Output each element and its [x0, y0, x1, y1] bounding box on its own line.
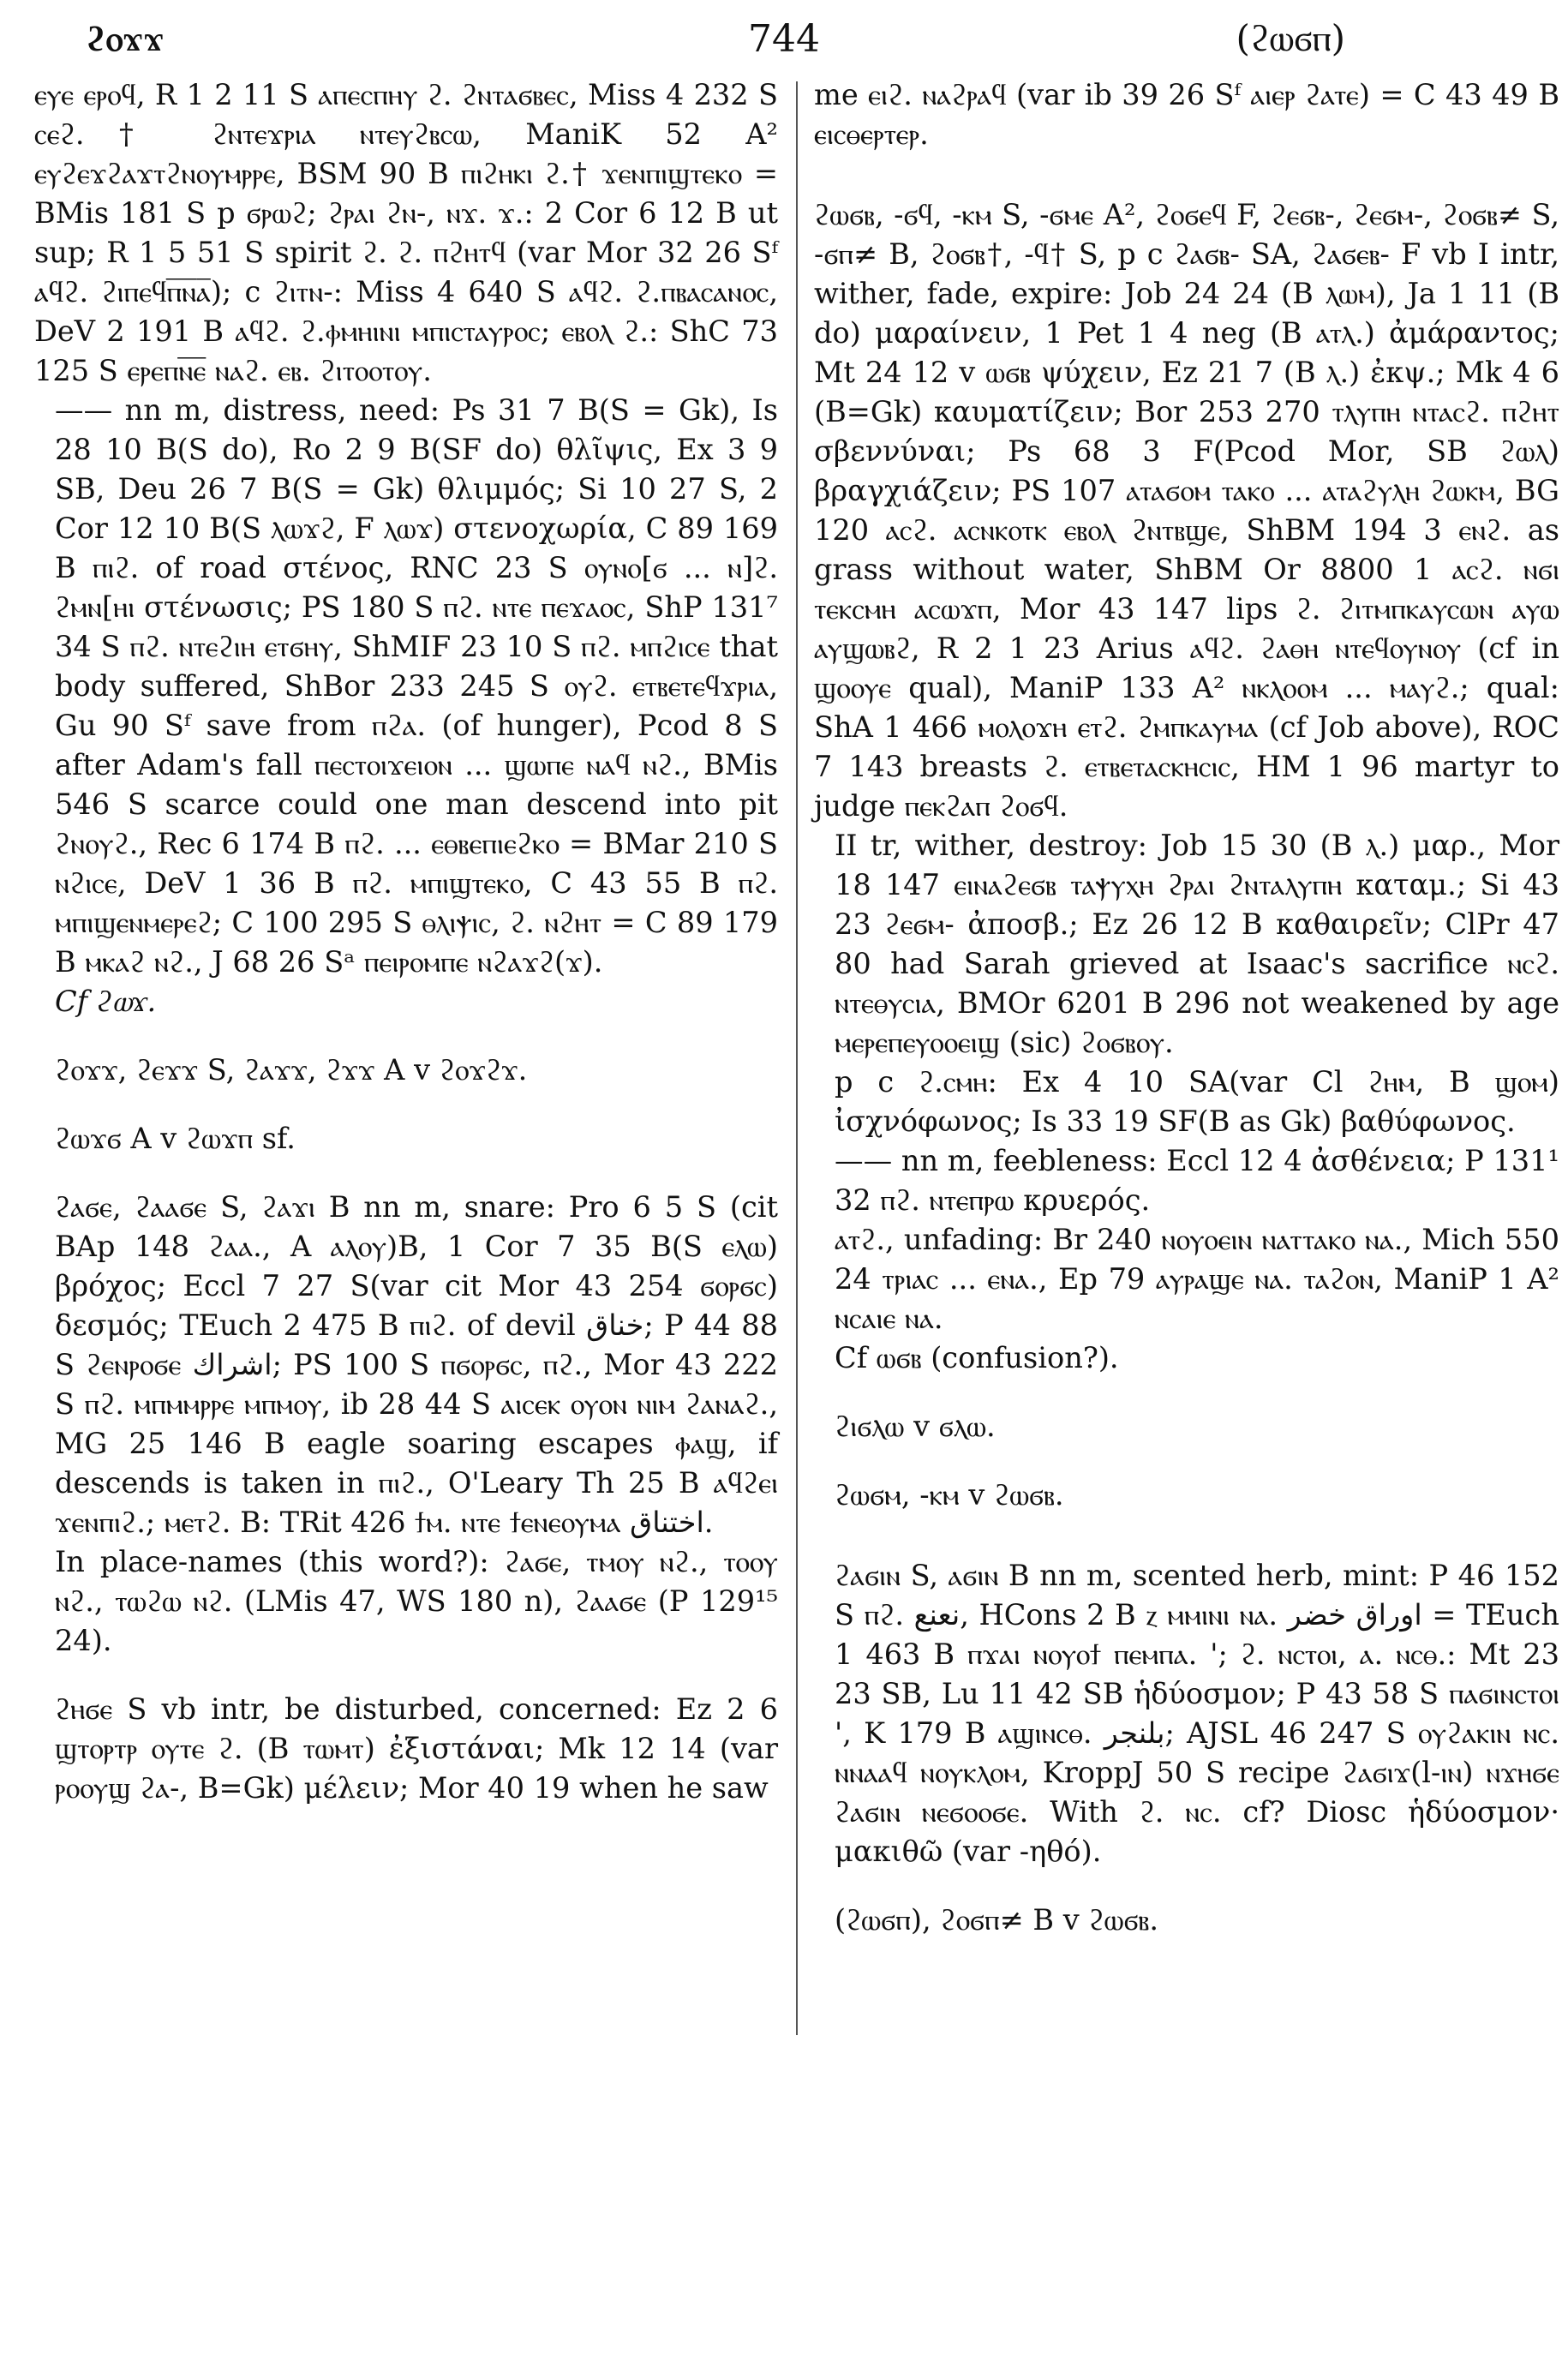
left-entry-hece: ϩⲏϭⲉ S vb intr, be disturbed, concerned: Ez 2 6 ϣⲧⲟⲣⲧⲣ ⲟⲩⲧⲉ ϩ. (B ⲧⲱⲙⲧ) ἐξιστάναι; Mk 12 14 (var ⲣⲟⲟⲩϣ ϩⲁ-, B=Gk) μέλειν; Mor 40 19 when he saw [55, 1692, 778, 1805]
right-entry-mint: ϩⲁϭⲓⲛ S, ⲁϭⲓⲛ B nn m, scented herb, mint: P 46 152 S ⲡϩ. نعنع, HCons 2 B ⲍ ⲙⲙⲓⲛⲓ ⲛⲁ. اوراق خضر = TEuch 1 463 B ⲡϫⲁⲓ ⲛⲟⲩⲟϯ ⲡⲉⲙⲡⲁ. '; ϩ. ⲛⲥⲧⲟⲓ, ⲁ. ⲛⲥⲑ.: Mt 23 23 SB, Lu 11 42 SB ἡδύοσμον; P 43 58 S ⲡⲁϭⲓⲛⲥⲧⲟⲓ ', K 179 B ⲁϣⲓⲛⲥⲑ. بلنجر; AJSL 46 247 S ⲟⲩϩⲁⲕⲓⲛ ⲛⲥ. ⲛⲛⲁⲁϥ ⲛⲟⲩⲕⲗⲟⲙ, KroppJ 50 S recipe ϩⲁϭⲓϫ(l-ⲓⲛ) ⲛϫⲏϭⲉ ϩⲁϭⲓⲛ ⲛⲉϭⲟⲟϭⲉ. With ϩ. ⲛⲥ. cf? Diosc ἡδύοσμον· μακιθῶ (var -ηθό). [835, 1559, 1559, 1868]
page-header [34, 15, 1534, 67]
right-entry-cf: Cf ⲱϭⲃ (confusion?). [835, 1341, 1119, 1374]
right-entry-continuation: me ⲉⲓϩ. ⲛⲁϩⲣⲁϥ (var ib 39 26 Sᶠ ⲁⲓⲉⲣ ϩⲁⲧⲉ) = C 43 49 B ⲉⲓⲥⲑⲉⲣⲧⲉⲣ. [814, 78, 1559, 151]
header-left-headword: ϩⲟϫϫ [86, 19, 165, 59]
page-number: 744 [748, 17, 820, 61]
right-entry-hiclo: ϩⲓϭⲗⲱ v ϭⲗⲱ. [835, 1410, 996, 1443]
left-entry-hojc: ϩⲱϫϭ A v ϩⲱϫⲡ sf. [55, 1122, 296, 1155]
right-entry-feebleness: —— nn m, feebleness: Eccl 12 4 ἀσθένεια; P 131¹ 32 ⲡϩ. ⲛⲧⲉⲡⲣⲱ κρυερός. [835, 1144, 1559, 1217]
right-column [814, 75, 1559, 1940]
column-divider [796, 81, 798, 2035]
right-entry-hocm: ϩⲱϭⲙ, -ⲕⲙ v ϩⲱϭⲃ. [835, 1478, 1064, 1512]
right-entry-unfading: ⲁⲧϩ., unfading: Br 240 ⲛⲟⲩⲟⲉⲓⲛ ⲛⲁⲧⲧⲁⲕⲟ ⲛⲁ., Mich 550 24 ⲧⲣⲓⲁⲥ ... ⲉⲛⲁ., Ep 79 ⲁⲩⲣⲁϣⲉ ⲛⲁ. ⲧⲁϩⲟⲛ, ManiP 1 A² ⲛⲥⲁⲓⲉ ⲛⲁ. [835, 1223, 1559, 1335]
right-entry-hocp: (ϩⲱϭⲡ), ϩⲟϭⲡ≠ B v ϩⲱϭⲃ. [835, 1903, 1159, 1937]
right-entry-wither: ϩⲱϭⲃ, -ϭϥ, -ⲕⲙ S, -ϭⲙⲉ A², ϩⲟϭⲉϥ F, ϩⲉϭⲃ-, ϩⲉϭⲙ-, ϩⲟϭⲃ≠ S, -ϭⲡ≠ B, ϩⲟϭⲃ†, -ϥ† S, p c ϩⲁϭⲃ- SA, ϩⲁϭⲉⲃ- F vb I intr, wither, fade, expire: Job 24 24 (B ⲗⲱⲙ), Ja 1 11 (B do) μαραίνειν, 1 Pet 1 4 neg (B ⲁⲧⲗ.) ἀμάραντος; Mt 24 12 v ⲱϭⲃ ψύχειν, Ez 21 7 (B ⲗ.) ἐκψ.; Mk 4 6 (B=Gk) καυματίζειν; Bor 253 270 ⲧⲗⲩⲡⲏ ⲛⲧⲁⲥϩ. ⲡϩⲏⲧ σβεννύναι; Ps 68 3 F(Pcod Mor, SB ϩⲱⲗ) βραγχιάζειν; PS 107 ⲁⲧⲁϭⲟⲙ ⲧⲁⲕⲟ ... ⲁⲧⲁϩⲩⲗⲏ ϩⲱⲕⲙ, BG 120 ⲁⲥϩ. ⲁⲥⲛⲕⲟⲧⲕ ⲉⲃⲟⲗ ϩⲛⲧⲃϣⲉ, ShBM 194 3 ⲉⲛϩ. as grass without water, ShBM Or 8800 1 ⲁⲥϩ. ⲛϭⲓ ⲧⲉⲕⲥⲙⲏ ⲁⲥⲱϫⲡ, Mor 43 147 lips ϩ. ϩⲓⲧⲙⲡⲕⲁⲩⲥⲱⲛ ⲁⲩⲱ ⲁⲩϣⲱⲃϩ, R 2 1 23 Arius ⲁϥϩ. ϩⲁⲑⲏ ⲛⲧⲉϥⲟⲩⲛⲟⲩ (cf in ϣⲟⲟⲩⲉ qual), ManiP 133 A² ⲛⲕⲗⲟⲟⲙ ... ⲙⲁⲩϩ.; qual: ShA 1 466 ⲙⲟⲗⲟϫⲏ ⲉⲧϩ. ϩⲙⲡⲕⲁⲩⲙⲁ (cf Job above), ROC 7 143 breasts ϩ. ⲉⲧⲃⲉⲧⲁⲥⲕⲏⲥⲓⲥ, HM 1 96 martyr to judge ⲡⲉⲕϩⲁⲡ ϩⲟϭϥ. [814, 198, 1559, 823]
left-entry-snare: ϩⲁϭⲉ, ϩⲁⲁϭⲉ S, ϩⲁϫⲓ B nn m, snare: Pro 6 5 S (cit BAp 148 ϩⲁⲁ., A ⲁⲗⲟⲩ)B, 1 Cor 7 35 B(S ⲉⲗⲱ) βρόχος; Eccl 7 27 S(var cit Mor 43 254 ϭⲟⲣϭⲥ) δεσμός; TEuch 2 475 B ⲡⲓϩ. of devil خناق; P 44 88 S ϩⲉⲛⲣⲟϭⲉ اشراك; PS 100 S ⲡϭⲟⲣϭⲥ, ⲡϩ., Mor 43 222 S ⲡϩ. ⲙⲡⲙⲙⲣⲣⲉ ⲙⲡⲙⲟⲩ, ib 28 44 S ⲁⲓⲥⲉⲕ ⲟⲩⲟⲛ ⲛⲓⲙ ϩⲁⲛⲁϩ., MG 25 146 B eagle soaring escapes ⲫⲁϣ, if descends is taken in ⲡⲓϩ., O'Leary Th 25 B ⲁϥϩⲉⲓ ϫⲉⲛⲡⲓϩ.; ⲙⲉⲧϩ. B: TRit 426 ϯⲙ. ⲛⲧⲉ ϯⲉⲛⲉⲟⲩⲙⲁ اختناق. [55, 1190, 778, 1539]
right-entry-wither-tr: II tr, wither, destroy: Job 15 30 (B ⲗ.) μαρ., Mor 18 147 ⲉⲓⲛⲁϩⲉϭⲃ ⲧⲁⲯⲩⲭⲏ ϩⲣⲁⲓ ϩⲛⲧⲁⲗⲩⲡⲏ καταμ.; Si 43 23 ϩⲉϭⲙ- ἀποσβ.; Ez 26 12 B καθαιρεῖν; ClPr 47 80 had Sarah grieved at Isaac's sacrifice ⲛⲥϩ. ⲛⲧⲉⲑⲩⲥⲓⲁ, BMOr 6201 B 296 not weakened by age ⲙⲉⲣⲉⲡⲉⲩⲟⲟⲉⲓϣ (sic) ϩⲟϭⲃⲟⲩ. [835, 829, 1559, 1059]
left-entry-hojj: ϩⲟϫϫ, ϩⲉϫϫ S, ϩⲁϫϫ, ϩϫϫ A v ϩⲟϫϩϫ. [55, 1053, 528, 1087]
left-entry-noun-distress: —— nn m, distress, need: Ps 31 7 B(S = Gk), Is 28 10 B(S do), Ro 2 9 B(SF do) θλῖψις, Ex 3 9 SB, Deu 26 7 B(S = Gk) θλιμμός; Si 10 27 S, 2 Cor 12 10 B(S ⲗⲱϫϩ, F ⲗⲱϫ) στενοχωρία, C 89 169 B ⲡⲓϩ. of road στένος, RNC 23 S ⲟⲩⲛⲟ[ϭ ... ⲛ]ϩ. ϩⲙⲛ[ⲏⲓ στένωσις; PS 180 S ⲡϩ. ⲛⲧⲉ ⲡⲉϫⲁⲟⲥ, ShP 131⁷ 34 S ⲡϩ. ⲛⲧⲉϩⲓⲏ ⲉⲧϭⲏⲩ, ShMIF 23 10 S ⲡϩ. ⲙⲡϩⲓⲥⲉ that body suffered, ShBor 233 245 S ⲟⲩϩ. ⲉⲧⲃⲉⲧⲉϥϫⲣⲓⲁ, Gu 90 Sᶠ save from ⲡϩⲁ. (of hunger), Pcod 8 S after Adam's fall ⲡⲉⲥⲧⲟⲓϫⲉⲓⲟⲛ ... ϣⲱⲡⲉ ⲛⲁϥ ⲛϩ., BMis 546 S scarce could one man descend into pit ϩⲛⲟⲩϩ., Rec 6 174 B ⲡϩ. ... ⲉⲑⲃⲉⲡⲓⲉϩⲕⲟ = BMar 210 S ⲛϩⲓⲥⲉ, DeV 1 36 B ⲡϩ. ⲙⲡⲓϣⲧⲉⲕⲟ, C 43 55 B ⲡϩ. ⲙⲡⲓϣⲉⲛⲙⲉⲣⲉϩ; C 100 295 S ⲑⲗⲓⲯⲓⲥ, ϩ. ⲛϩⲏⲧ = C 89 179 B ⲙⲕⲁϩ ⲛϩ., J 68 26 Sᵃ ⲡⲉⲓⲣⲟⲙⲡⲉ ⲛϩⲁϫϩ(ϫ). [55, 393, 778, 979]
left-entry-place-names: In place-names (this word?): ϩⲁϭⲉ, ⲧⲙⲟⲩ ⲛϩ., ⲧⲟⲟⲩ ⲛϩ., ⲧⲱϩⲱ ⲛϩ. (LMis 47, WS 180 n), ϩⲁⲁϭⲉ (P 129¹⁵ 24). [55, 1545, 778, 1657]
left-column [34, 75, 778, 1808]
left-entry-cf: Cf ϩⲱϫ. [55, 985, 157, 1018]
left-entry-continuation: ⲉⲩⲉ ⲉⲣⲟϥ, R 1 2 11 S ⲁⲡⲉⲥⲡⲏⲩ ϩ. ϩⲛⲧⲁϭⲃⲉⲥ, Miss 4 232 S ⲥⲉϩ.† ϩⲛⲧⲉϫⲣⲓⲁ ⲛⲧⲉⲩϩⲃⲥⲱ, ManiK 52 A² ⲉⲩϩⲉϫϩⲁϫⲧϩⲛⲟⲩⲙⲣⲣⲉ, BSM 90 B ⲡⲓϩⲏⲕⲓ ϩ.† ϫⲉⲛⲡⲓϣⲧⲉⲕⲟ = BMis 181 S p ϭⲣⲱϩ; ϩⲣⲁⲓ ϩⲛ-, ⲛϫ. ϫ.: 2 Cor 6 12 B ut sup; R 1 5 51 S spirit ϩ. ϩ. ⲡϩⲏⲧϥ (var Mor 32 26 Sᶠ ⲁϥϩ. ϩⲓⲡⲉϥⲡ̅ⲛ̅ⲁ̅); c ϩⲓⲧⲛ-: Miss 4 640 S ⲁϥϩ. ϩ.ⲡⲃⲁⲥⲁⲛⲟⲥ, DeV 2 191 B ⲁϥϩ. ϩ.ⲫⲙⲏⲓⲛⲓ ⲙⲡⲓⲥⲧⲁⲩⲣⲟⲥ; ⲉⲃⲟⲗ ϩ.: ShC 73 125 S ⲉⲣⲉⲡⲛ̅ⲉ̅ ⲛⲁϩ. ⲉⲃ. ϩⲓⲧⲟⲟⲧⲟⲩ. [34, 78, 778, 387]
header-right-headword: (ϩⲱϭⲡ) [1236, 17, 1345, 59]
right-entry-pc: p c ϩ.ⲥⲙⲏ: Ex 4 10 SA(var Cl ϩⲏⲙ, B ϣⲟⲙ) ἰσχνόφωνος; Is 33 19 SF(B as Gk) βαθύφωνος. [835, 1065, 1559, 1138]
